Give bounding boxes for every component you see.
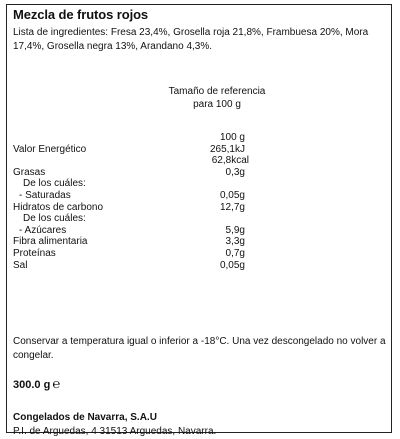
estimated-sign-icon: ℮	[52, 376, 61, 391]
carbs-value: 12,7g	[219, 201, 245, 213]
fiber-label: Fibra alimentaria	[13, 236, 88, 248]
fiber-value: 3,3g	[225, 236, 245, 248]
energy-row	[13, 144, 245, 156]
saturated-value: 0,05g	[219, 189, 245, 201]
ingredients-list: Lista de ingredientes: Fresa 23,4%, Grosella roja 21,8%, Frambuesa 20%, Mora 17,4%, Grosella negra 13%, Arandano 4,3%.	[13, 27, 369, 52]
carbs-sub-label: De los cuáles:	[23, 213, 86, 225]
energy-label: Valor Energético	[13, 143, 87, 155]
saturated-row	[13, 190, 245, 202]
product-title: Mezcla de frutos rojos	[13, 7, 149, 22]
fat-value: 0,3g	[225, 166, 245, 178]
protein-row	[13, 248, 245, 260]
reference-size	[147, 85, 287, 111]
sugars-label: - Azúcares	[19, 224, 67, 236]
reference-size-line2: para 100 g	[193, 99, 241, 110]
nutrition-table	[13, 132, 249, 271]
saturated-label: - Saturadas	[19, 189, 71, 201]
fat-row	[13, 167, 245, 179]
energy-kcal-value: 62,8kcal	[211, 155, 249, 167]
net-weight-value: 300.0 g	[13, 379, 51, 391]
storage-instructions: Conservar a temperatura igual o inferior a -18°C. Una vez descongelado no volver a congelar.	[13, 336, 386, 361]
sugars-value: 5,9g	[225, 224, 245, 236]
salt-label: Sal	[13, 259, 28, 271]
producer-info	[13, 411, 216, 439]
fat-sub-label: De los cuáles:	[23, 178, 86, 190]
portion-value: 100 g	[219, 132, 245, 143]
fat-sub-row	[13, 178, 245, 190]
sugars-row	[13, 225, 245, 237]
nutrition-label	[6, 4, 392, 437]
reference-size-line1: Tamaño de referencia	[168, 86, 266, 97]
protein-value: 0,7g	[225, 247, 245, 259]
salt-value: 0,05g	[219, 259, 245, 271]
portion-row	[13, 132, 245, 144]
carbs-row	[13, 202, 245, 214]
energy-kj-value: 265,1kJ	[209, 143, 245, 155]
energy-kcal-row	[13, 155, 249, 167]
fat-label: Grasas	[13, 166, 46, 178]
carbs-sub-row	[13, 213, 245, 225]
salt-row	[13, 260, 245, 272]
producer-address: P.I. de Arguedas, 4 31513 Arguedas, Navarra.	[13, 426, 217, 437]
protein-label: Proteínas	[13, 247, 56, 259]
fiber-row	[13, 236, 245, 248]
producer-name: Congelados de Navarra, S.A.U	[13, 412, 157, 423]
carbs-label: Hidratos de carbono	[13, 201, 104, 213]
net-weight	[13, 376, 60, 391]
